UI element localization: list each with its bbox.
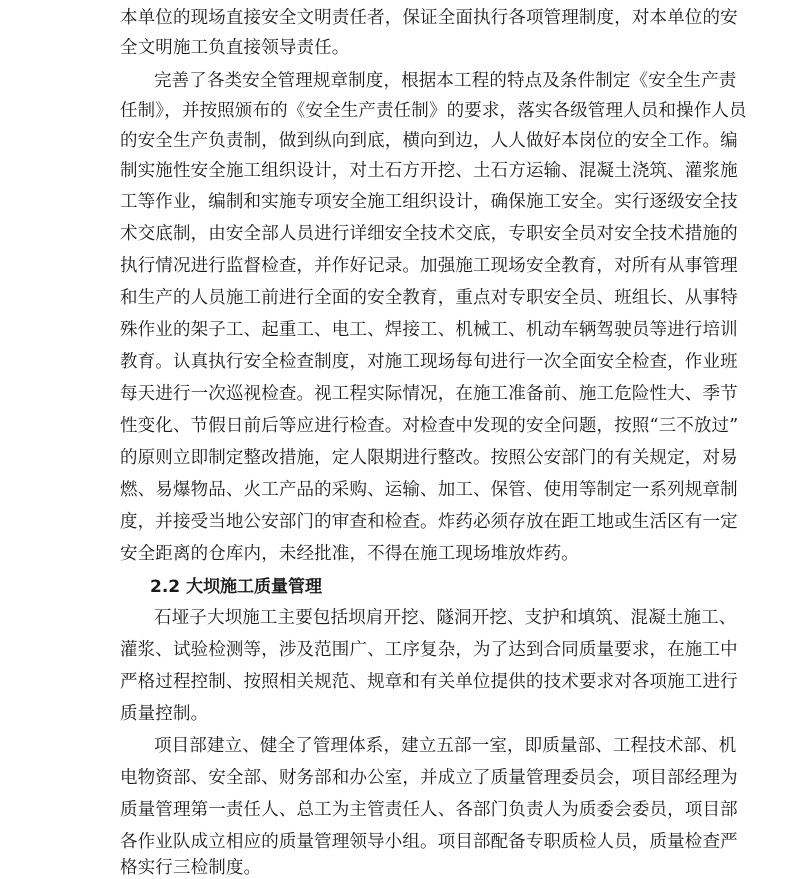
text-line: 项目部建立、健全了管理体系，建立五部一室，即质量部、工程技术部、机 [154,736,737,756]
text-line: 殊作业的架子工、起重工、电工、焊接工、机械工、机动车辆驾驶员等进行培训 [120,320,738,340]
text-line: 和生产的人员施工前进行全面的安全教育，重点对专职安全员、班组长、从事特 [120,288,738,308]
text-line: 度，并接受当地公安部门的审查和检查。炸药必须存放在距工地或生活区有一定 [120,512,738,532]
text-line: 每天进行一次巡视检查。视工程实际情况，在施工准备前、施工危险性大、季节 [120,384,738,404]
text-line: 燃、易爆物品、火工产品的采购、运输、加工、保管、使用等制定一系列规章制 [120,480,738,500]
text-line: 性变化、节假日前后等应进行检查。对检查中发现的安全问题，按照“三不放过” [120,416,739,436]
text-line: 的原则立即制定整改措施，定人限期进行整改。按照公安部门的有关规定，对易 [120,448,738,468]
text-line: 格实行三检制度。 [120,858,262,878]
text-line: 灌浆、试验检测等，涉及范围广、工序复杂，为了达到合同质量要求，在施工中 [120,640,738,660]
text-line: 的安全生产负责制，做到纵向到底，横向到边，人人做好本岗位的安全工作。编 [120,131,738,151]
text-line: 制实施性安全施工组织设计，对土石方开挖、土石方运输、混凝土浇筑、灌浆施 [120,161,738,181]
text-line: 工等作业，编制和实施专项安全施工组织设计，确保施工安全。实行逐级安全技 [120,192,738,212]
text-line: 石垭子大坝施工主要包括坝肩开挖、隧洞开挖、支护和填筑、混凝土施工、 [154,608,737,628]
section-heading: 2.2 大坝施工质量管理 [150,577,323,597]
text-line: 完善了各类安全管理规章制度，根据本工程的特点及条件制定《安全生产责 [154,71,737,91]
text-line: 严格过程控制、按照相关规范、规章和有关单位提供的技术要求对各项施工进行 [120,672,738,692]
text-line: 电物资部、安全部、财务部和办公室，并成立了质量管理委员会，项目部经理为 [120,768,738,788]
text-line: 质量管理第一责任人、总工为主管责任人、各部门负责人为质委会委员，项目部 [120,800,738,820]
text-line: 教育。认真执行安全检查制度，对施工现场每旬进行一次全面安全检查，作业班 [120,352,738,372]
text-line: 质量控制。 [120,704,209,724]
text-line: 本单位的现场直接安全文明责任者，保证全面执行各项管理制度，对本单位的安 [120,8,738,28]
text-line: 术交底制，由安全部人员进行详细安全技术交底，专职安全员对安全技术措施的 [120,224,738,244]
text-line: 各作业队成立相应的质量管理领导小组。项目部配备专职质检人员，质量检查严 [120,832,738,852]
text-line: 全文明施工负直接领导责任。 [120,38,350,58]
text-line: 安全距离的仓库内，未经批准，不得在施工现场堆放炸药。 [120,544,579,564]
text-line: 任制》，并按照颁布的《安全生产责任制》的要求，落实各级管理人员和操作人员 [120,101,747,121]
text-line: 执行情况进行监督检查，并作好记录。加强施工现场安全教育，对所有从事管理 [120,256,738,276]
